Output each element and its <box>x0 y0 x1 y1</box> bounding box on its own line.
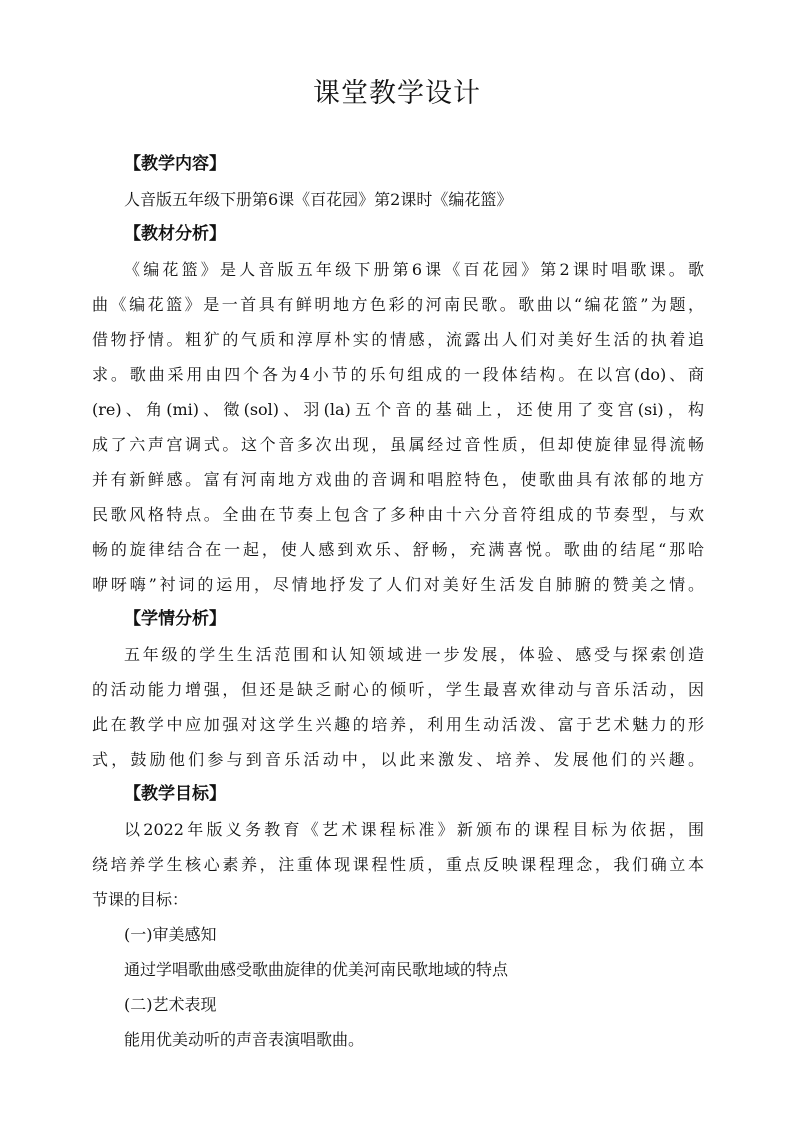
content-line: 人音版五年级下册第6课《百花园》第2课时《编花篮》 <box>124 190 513 209</box>
material-line: 民歌风格特点。全曲在节奏上包含了多种由十六分音符组成的节奏型，与欢 <box>92 505 704 524</box>
section-heading-content: 【教学内容】 <box>124 154 226 174</box>
section-heading-goals: 【教学目标】 <box>124 784 226 804</box>
section-heading-material: 【教材分析】 <box>124 224 226 244</box>
goals-line: 绕培养学生核心素养，注重体现课程性质，重点反映课程理念，我们确立本 <box>92 855 704 874</box>
document-body <box>92 147 704 1057</box>
material-line: (re)、角(mi)、徵(sol)、羽(la)五个音的基础上，还使用了变宫(si)，构 <box>92 400 704 419</box>
material-line: 曲《编花篮》是一首具有鲜明地方色彩的河南民歌。歌曲以“编花篮”为题， <box>92 295 704 314</box>
material-line: 借物抒情。粗犷的气质和淳厚朴实的情感，流露出人们对美好生活的执着追 <box>92 330 704 349</box>
material-line: 求。歌曲采用由四个各为4小节的乐句组成的一段体结构。在以宫(do)、商 <box>92 365 704 384</box>
material-line: 《编花篮》是人音版五年级下册第6课《百花园》第2课时唱歌课。歌 <box>124 260 704 279</box>
students-line: 此在教学中应加强对这学生兴趣的培养，利用生动活泼、富于艺术魅力的形 <box>92 715 704 734</box>
material-line: 畅的旋律结合在一起，使人感到欢乐、舒畅，充满喜悦。歌曲的结尾“那哈 <box>92 540 704 559</box>
students-line: 五年级的学生生活范围和认知领域进一步发展，体验、感受与探索创造 <box>124 645 704 664</box>
subsection-heading-performance: (二)艺术表现 <box>124 995 217 1014</box>
page-title: 课堂教学设计 <box>313 78 481 109</box>
students-line: 式，鼓励他们参与到音乐活动中，以此来激发、培养、发展他们的兴趣。 <box>92 750 704 769</box>
performance-goal-text: 能用优美动听的声音表演唱歌曲。 <box>124 1030 365 1049</box>
material-line: 咿呀嗨”衬词的运用，尽情地抒发了人们对美好生活发自肺腑的赞美之情。 <box>92 575 704 594</box>
aesthetic-goal-text: 通过学唱歌曲感受歌曲旋律的优美河南民歌地域的特点 <box>124 960 509 979</box>
goals-line: 以2022年版义务教育《艺术课程标准》新颁布的课程目标为依据，围 <box>124 820 704 839</box>
goals-line: 节课的目标： <box>92 890 189 909</box>
students-line: 的活动能力增强，但还是缺乏耐心的倾听，学生最喜欢律动与音乐活动，因 <box>92 680 704 699</box>
section-heading-students: 【学情分析】 <box>124 609 226 629</box>
subsection-heading-aesthetic: (一)审美感知 <box>124 925 217 944</box>
material-line: 并有新鲜感。富有河南地方戏曲的音调和唱腔特色，使歌曲具有浓郁的地方 <box>92 470 704 489</box>
material-line: 成了六声宫调式。这个音多次出现，虽属经过音性质，但却使旋律显得流畅 <box>92 435 704 454</box>
